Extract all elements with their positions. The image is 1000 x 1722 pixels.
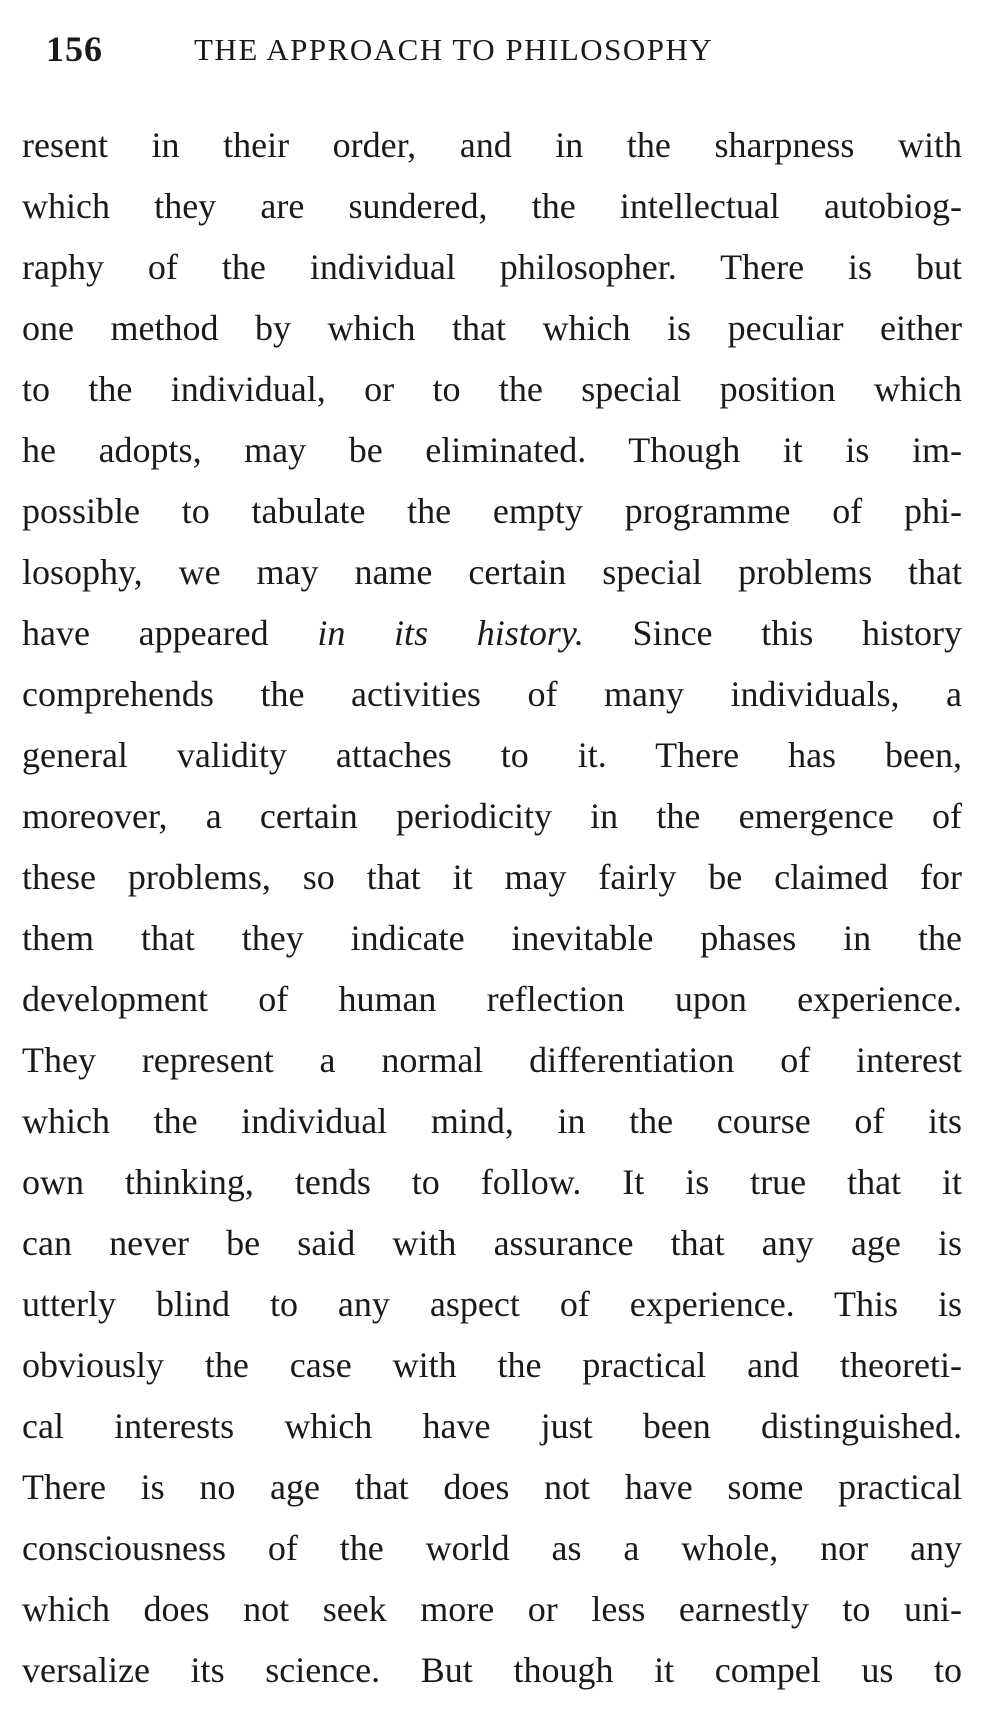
text-line: possible to tabulate the empty programme of phi-	[22, 491, 962, 531]
text-line: them that they indicate inevitable phases in the	[22, 918, 962, 958]
body-text	[22, 115, 962, 1701]
text-line	[22, 603, 962, 664]
text-line: can never be said with assurance that any age is	[22, 1223, 962, 1263]
text-line: raphy of the individual philosopher. There is but	[22, 247, 962, 287]
text-line: one method by which that which is peculiar either	[22, 308, 962, 348]
text-line: utterly blind to any aspect of experience. This is	[22, 1284, 962, 1324]
page-number: 156	[46, 29, 103, 69]
text-line: obviously the case with the practical and theoreti-	[22, 1345, 962, 1385]
italic-phrase: in its history.	[317, 613, 584, 653]
running-head	[46, 28, 946, 78]
text-line: There is no age that does not have some practical	[22, 1467, 962, 1507]
text-line: general validity attaches to it. There has been,	[22, 735, 962, 775]
text-line: comprehends the activities of many individuals, a	[22, 674, 962, 714]
text-line: own thinking, tends to follow. It is true that it	[22, 1162, 962, 1202]
text-line: which the individual mind, in the course of its	[22, 1101, 962, 1141]
text-line: versalize its science. But though it compel us to	[22, 1650, 962, 1690]
text-line: development of human reflection upon experience.	[22, 979, 962, 1019]
text-line: resent in their order, and in the sharpness with	[22, 125, 962, 165]
text-line: he adopts, may be eliminated. Though it is im-	[22, 430, 962, 470]
text-line: cal interests which have just been distinguished.	[22, 1406, 962, 1446]
text-line: They represent a normal differentiation of interest	[22, 1040, 962, 1080]
text-line: to the individual, or to the special position which	[22, 369, 962, 409]
text-segment: have appeared	[22, 613, 318, 653]
text-line: which does not seek more or less earnestly to uni-	[22, 1589, 962, 1629]
text-segment: Since this history	[583, 613, 963, 653]
text-line: consciousness of the world as a whole, nor any	[22, 1528, 962, 1568]
running-title: THE APPROACH TO PHILOSOPHY	[194, 32, 714, 67]
text-line: these problems, so that it may fairly be claimed for	[22, 857, 962, 897]
text-line: which they are sundered, the intellectual autobiog-	[22, 186, 962, 226]
text-line: losophy, we may name certain special problems that	[22, 552, 962, 592]
text-line: moreover, a certain periodicity in the emergence of	[22, 796, 962, 836]
